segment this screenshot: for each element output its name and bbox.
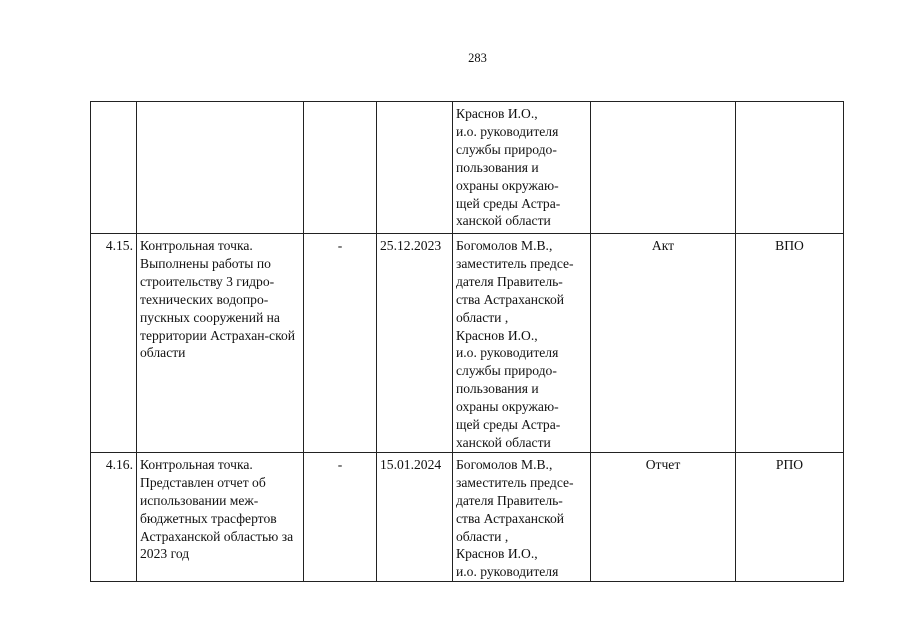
table-row xyxy=(91,102,844,234)
row-number-cell: 4.16. xyxy=(91,452,137,581)
end-date-cell xyxy=(377,102,453,234)
responsible-line: охраны окружаю- xyxy=(456,177,559,193)
event-cell xyxy=(137,102,304,234)
event-cell: Контрольная точка. Выполнены работы по строительству 3 гидро-технических водопро-пускных сооружений на территории Астрахан-ской области xyxy=(137,234,304,453)
responsible-cell xyxy=(453,102,591,234)
responsible-line: Краснов И.О., xyxy=(456,546,538,562)
responsible-line: Краснов И.О., xyxy=(456,327,538,343)
responsible-line: службы природо- xyxy=(456,363,557,379)
responsible-line: пользования и xyxy=(456,381,539,397)
control-level-cell: РПО xyxy=(736,452,844,581)
responsible-line: дателя Правитель- xyxy=(456,492,563,508)
document-type-cell xyxy=(591,102,736,234)
responsible-cell xyxy=(453,234,591,453)
end-date-cell: 15.01.2024 xyxy=(377,452,453,581)
responsible-line: и.о. руководителя xyxy=(456,345,559,361)
responsible-line: службы природо- xyxy=(456,141,557,157)
responsible-line: и.о. руководителя xyxy=(456,123,559,139)
end-date-cell: 25.12.2023 xyxy=(377,234,453,453)
row-number-cell: 4.15. xyxy=(91,234,137,453)
responsible-line: заместитель предсе- xyxy=(456,474,574,490)
responsible-line: ства Астраханской xyxy=(456,510,565,526)
control-level-cell xyxy=(736,102,844,234)
document-type-cell: Отчет xyxy=(591,452,736,581)
responsible-line: ханской области xyxy=(456,434,551,450)
responsible-line: ханской области xyxy=(456,213,551,229)
responsible-line: Богомолов М.В., xyxy=(456,456,553,472)
responsible-line: Краснов И.О., xyxy=(456,106,538,121)
start-date-cell: - xyxy=(304,452,377,581)
responsible-line: щей среды Астра- xyxy=(456,417,561,433)
responsible-line: области , xyxy=(456,309,509,325)
responsible-line: заместитель предсе- xyxy=(456,255,574,271)
responsible-line: охраны окружаю- xyxy=(456,399,559,415)
responsible-line: и.о. руководителя xyxy=(456,564,559,580)
plan-table xyxy=(90,101,844,582)
responsible-line: Богомолов М.В., xyxy=(456,238,553,253)
table-row xyxy=(91,234,844,453)
row-number-cell xyxy=(91,102,137,234)
responsible-line: области , xyxy=(456,528,509,544)
table-row xyxy=(91,452,844,581)
start-date-cell xyxy=(304,102,377,234)
event-cell: Контрольная точка. Представлен отчет об использовании меж-бюджетных трасфертов Астраханской областью за 2023 год xyxy=(137,452,304,581)
control-level-cell: ВПО xyxy=(736,234,844,453)
start-date-cell: - xyxy=(304,234,377,453)
responsible-line: дателя Правитель- xyxy=(456,273,563,289)
responsible-line: пользования и xyxy=(456,159,539,175)
page-number: 283 xyxy=(468,51,487,65)
document-type-cell: Акт xyxy=(591,234,736,453)
responsible-cell xyxy=(453,452,591,581)
responsible-line: щей среды Астра- xyxy=(456,195,561,211)
responsible-line: ства Астраханской xyxy=(456,291,565,307)
